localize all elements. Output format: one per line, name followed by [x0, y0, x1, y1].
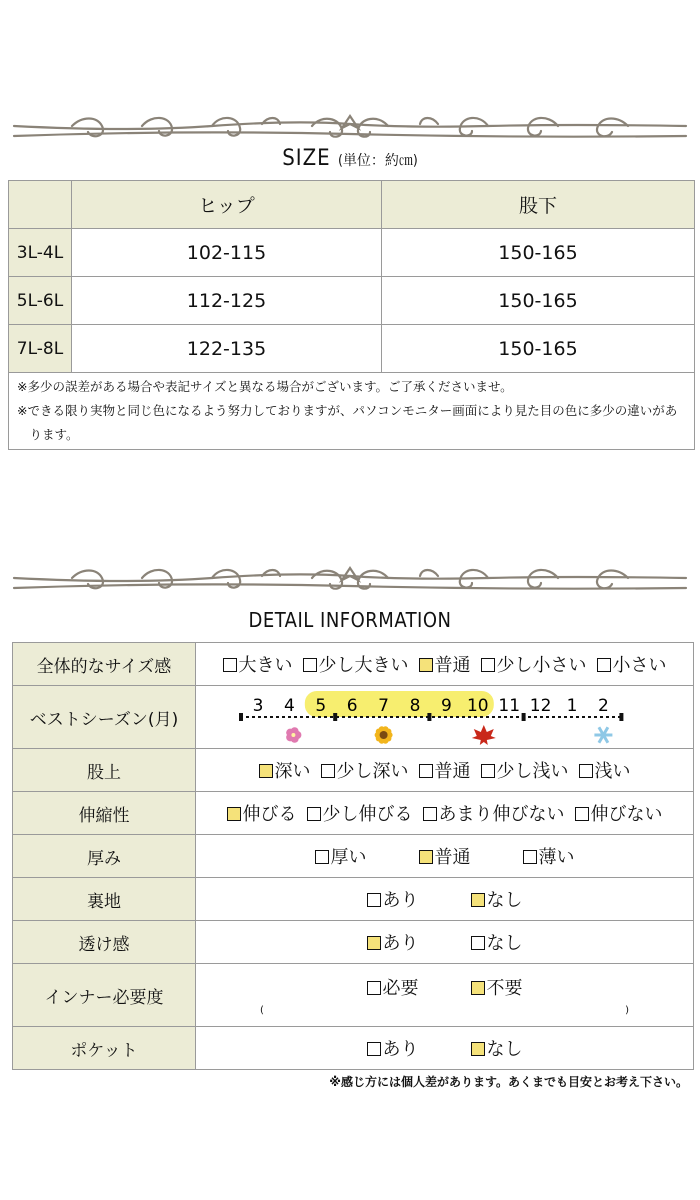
detail-table: [12, 642, 694, 1070]
unchecked-box-icon: [481, 764, 495, 778]
size-unit: (単位：約㎝): [337, 153, 418, 169]
unchecked-box-icon: [423, 807, 437, 821]
detail-label: 伸縮性: [13, 792, 196, 835]
checked-box-icon: [419, 658, 433, 672]
ornamental-divider: [12, 106, 688, 146]
option-checkbox: [303, 651, 409, 677]
detail-label: インナー必要度: [13, 964, 196, 1027]
option-label: 普通: [434, 847, 471, 868]
option-checkbox: [259, 757, 311, 783]
table-row: [13, 921, 694, 964]
option-label: 不要: [486, 978, 523, 999]
unchecked-box-icon: [367, 981, 381, 995]
notes-row: [9, 373, 695, 450]
table-row: [13, 964, 694, 1027]
detail-value: [196, 921, 694, 964]
option-label: なし: [486, 1039, 523, 1060]
month-label: 9: [440, 696, 452, 716]
checked-box-icon: [227, 807, 241, 821]
paren-line: [196, 1000, 693, 1016]
season-chart: [196, 687, 693, 747]
unchecked-box-icon: [367, 893, 381, 907]
unchecked-box-icon: [579, 764, 593, 778]
option-checkbox: [575, 800, 663, 826]
option-checkbox: [481, 651, 587, 677]
option-checkbox: [315, 843, 367, 869]
options-line: [196, 757, 693, 783]
option-checkbox: [321, 757, 409, 783]
inseam-value: 150-165: [382, 277, 695, 325]
checked-box-icon: [367, 936, 381, 950]
month-label: 1: [566, 696, 578, 716]
size-label: 3L-4L: [9, 229, 72, 277]
option-label: あまり伸びない: [438, 804, 565, 825]
detail-value: [196, 964, 694, 1027]
ornamental-divider: [12, 558, 688, 598]
sakura-icon: [286, 727, 301, 743]
table-row: [13, 686, 694, 749]
checked-box-icon: [471, 981, 485, 995]
checked-box-icon: [419, 850, 433, 864]
month-label: 8: [409, 696, 421, 716]
unchecked-box-icon: [523, 850, 537, 864]
option-label: 小さい: [612, 655, 667, 676]
option-checkbox: [471, 929, 523, 955]
checked-box-icon: [471, 893, 485, 907]
option-label: 深い: [274, 761, 311, 782]
header-inseam: 股下: [382, 181, 695, 229]
season-marker: [619, 713, 623, 721]
maple-leaf-icon: [472, 725, 496, 745]
month-label: 6: [346, 696, 358, 716]
table-row: [9, 229, 695, 277]
inseam-value: 150-165: [382, 229, 695, 277]
option-label: 少し伸びる: [322, 804, 413, 825]
option-label: 少し浅い: [496, 761, 569, 782]
size-label: 7L-8L: [9, 325, 72, 373]
table-row: [13, 1027, 694, 1070]
month-label: 11: [498, 696, 521, 716]
detail-value: [196, 792, 694, 835]
season-marker: [333, 713, 337, 721]
option-checkbox: [419, 651, 471, 677]
option-label: 普通: [434, 761, 471, 782]
unchecked-box-icon: [223, 658, 237, 672]
detail-label: 股上: [13, 749, 196, 792]
season-timeline: [196, 687, 694, 747]
unchecked-box-icon: [575, 807, 589, 821]
header-blank: [9, 181, 72, 229]
option-label: 伸びる: [242, 804, 297, 825]
unchecked-box-icon: [321, 764, 335, 778]
note-1: ※多少の誤差がある場合や表記サイズと異なる場合がございます。ご了承くださいませ。: [17, 379, 513, 394]
season-highlight: [305, 691, 494, 717]
month-label: 4: [283, 696, 295, 716]
month-label: 2: [597, 696, 609, 716]
options-line: [196, 800, 693, 826]
table-row: [13, 792, 694, 835]
option-checkbox: [307, 800, 413, 826]
checked-box-icon: [259, 764, 273, 778]
option-checkbox: [367, 1035, 419, 1061]
options-line: [196, 1035, 693, 1061]
hip-value: 122-135: [72, 325, 382, 373]
unchecked-box-icon: [481, 658, 495, 672]
option-label: 必要: [382, 978, 419, 999]
options-line: [196, 843, 693, 869]
season-marker: [427, 713, 431, 721]
detail-label: 厚み: [13, 835, 196, 878]
season-marker: [239, 713, 243, 721]
hip-value: 112-125: [72, 277, 382, 325]
option-label: 大きい: [238, 655, 293, 676]
option-checkbox: [579, 757, 631, 783]
detail-value: [196, 749, 694, 792]
month-label: 3: [252, 696, 264, 716]
size-label: 5L-6L: [9, 277, 72, 325]
detail-value: [196, 878, 694, 921]
option-checkbox: [481, 757, 569, 783]
month-label: 5: [315, 696, 327, 716]
option-label: 少し大きい: [318, 655, 409, 676]
option-checkbox: [227, 800, 297, 826]
option-checkbox: [471, 974, 523, 1000]
table-row: [13, 878, 694, 921]
option-label: あり: [382, 890, 419, 911]
table-row: [13, 835, 694, 878]
snowflake-icon: [594, 727, 612, 743]
option-checkbox: [367, 974, 419, 1000]
option-label: あり: [382, 1039, 419, 1060]
note-2: ※できる限り実物と同じ色になるよう努力しておりますが、パソコンモニター画面により見た目の色に多少の違いがあります。: [17, 403, 678, 442]
table-row: [9, 325, 695, 373]
detail-title: DETAIL INFORMATION: [248, 608, 452, 632]
option-checkbox: [223, 651, 293, 677]
detail-label: ポケット: [13, 1027, 196, 1070]
option-checkbox: [523, 843, 575, 869]
table-row: [9, 277, 695, 325]
option-label: あり: [382, 933, 419, 954]
detail-value: [196, 835, 694, 878]
unchecked-box-icon: [367, 1042, 381, 1056]
option-checkbox: [423, 800, 565, 826]
unchecked-box-icon: [315, 850, 329, 864]
month-label: 10: [466, 696, 489, 716]
option-checkbox: [367, 886, 419, 912]
option-label: 伸びない: [590, 804, 663, 825]
option-checkbox: [367, 929, 419, 955]
option-checkbox: [419, 757, 471, 783]
option-label: なし: [486, 933, 523, 954]
paren-close: ): [625, 1005, 629, 1016]
paren-open: (: [260, 1005, 264, 1016]
detail-label: 透け感: [13, 921, 196, 964]
sunflower-icon: [375, 726, 393, 743]
unchecked-box-icon: [307, 807, 321, 821]
detail-label: 全体的なサイズ感: [13, 643, 196, 686]
detail-value: [196, 643, 694, 686]
unchecked-box-icon: [597, 658, 611, 672]
option-label: 厚い: [330, 847, 367, 868]
size-header-row: [9, 181, 695, 229]
options-line: [196, 886, 693, 912]
unchecked-box-icon: [303, 658, 317, 672]
option-label: 少し小さい: [496, 655, 587, 676]
detail-value: [196, 686, 694, 749]
detail-value: [196, 1027, 694, 1070]
option-checkbox: [419, 843, 471, 869]
options-line: [196, 929, 693, 955]
checked-box-icon: [471, 1042, 485, 1056]
size-notes: [9, 373, 695, 450]
options-line: [196, 651, 693, 677]
table-row: [13, 749, 694, 792]
month-label: 12: [529, 696, 552, 716]
inseam-value: 150-165: [382, 325, 695, 373]
option-label: 普通: [434, 655, 471, 676]
footnote: ※感じ方には個人差があります。あくまでも目安とお考え下さい。: [329, 1075, 688, 1089]
unchecked-box-icon: [419, 764, 433, 778]
option-label: なし: [486, 890, 523, 911]
option-checkbox: [471, 886, 523, 912]
option-label: 浅い: [594, 761, 631, 782]
size-title: SIZE (単位：約㎝): [282, 146, 418, 171]
size-table: [8, 180, 695, 450]
month-label: 7: [378, 696, 390, 716]
unchecked-box-icon: [471, 936, 485, 950]
option-label: 薄い: [538, 847, 575, 868]
option-label: 少し深い: [336, 761, 409, 782]
options-line: [196, 974, 693, 1000]
header-hip: ヒップ: [72, 181, 382, 229]
option-checkbox: [471, 1035, 523, 1061]
option-checkbox: [597, 651, 667, 677]
hip-value: 102-115: [72, 229, 382, 277]
table-row: [13, 643, 694, 686]
detail-label: 裏地: [13, 878, 196, 921]
detail-label: ベストシーズン(月): [13, 686, 196, 749]
season-marker: [522, 713, 526, 721]
